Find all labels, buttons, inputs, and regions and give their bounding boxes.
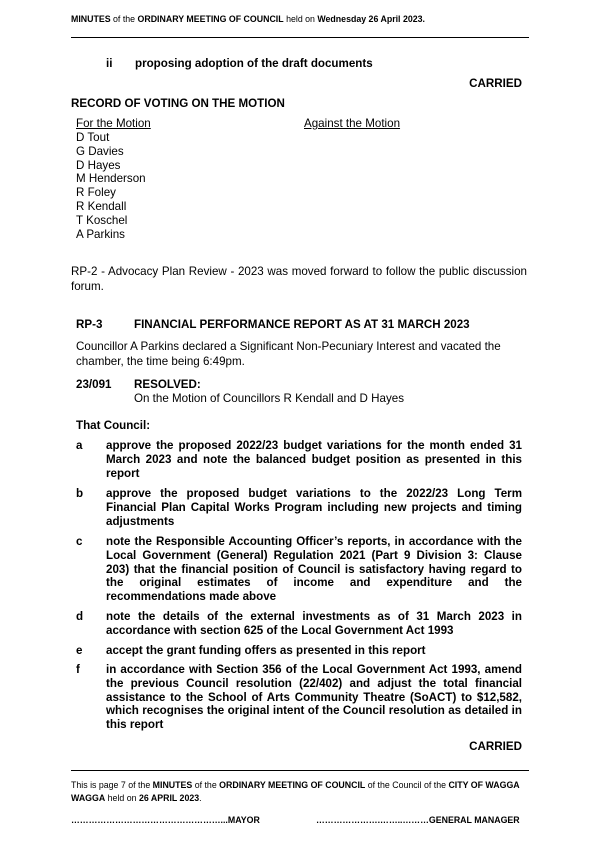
resolution-item: in accordance with Section 356 of the Local Government Act 1993, amend the previous Council resolution (22/402) and adjust the total financial assistance to the School of Arts Community Theatre (SoACT) to $12,582, which recognises the original intent of the Council resolution as detailed in this report: [106, 663, 522, 732]
prev-item-number: ii: [106, 57, 113, 70]
footer-meeting: ORDINARY MEETING OF COUNCIL: [219, 780, 366, 790]
resolution-item: approve the proposed budget variations to the 2022/23 Long Term Financial Plan Capital Works Program including new projects and timing adjustments: [106, 487, 522, 528]
procedural-note: RP-2 - Advocacy Plan Review - 2023 was moved forward to follow the public discussion forum.: [71, 265, 527, 293]
for-motion-label: For the Motion: [76, 117, 151, 130]
item-letter: d: [76, 610, 84, 623]
voter-name: A Parkins: [76, 228, 125, 241]
voter-name: R Foley: [76, 186, 116, 199]
resolution-item: note the Responsible Accounting Officer’s reports, in accordance with the Local Government (General) Regulation 2021 (Part 9 Division 3: Clause 203) that the financial position of Council is satisfactory having regard to the original estimates of income and expenditure and the recommendations made above: [106, 535, 522, 604]
item-letter: f: [76, 663, 80, 676]
header-rule: [71, 37, 529, 38]
page-header: [71, 14, 425, 24]
page-footer: [71, 779, 529, 805]
footer-text: This is page 7 of the: [71, 780, 153, 790]
item-letter: b: [76, 487, 84, 500]
resolution-mover: On the Motion of Councillors R Kendall and D Hayes: [134, 392, 405, 405]
prev-item-text: proposing adoption of the draft documents: [135, 57, 373, 70]
gm-signature-line: ………………….……..………GENERAL MANAGER: [316, 815, 520, 825]
footer-minutes: MINUTES: [152, 780, 193, 790]
that-council-label: That Council:: [76, 419, 151, 432]
header-meeting: ORDINARY MEETING OF COUNCIL: [137, 14, 284, 24]
voter-name: M Henderson: [76, 172, 146, 185]
resolution-item: approve the proposed 2022/23 budget variations for the month ended 31 March 2023 and note the balanced budget position as presented in this report: [106, 439, 522, 480]
voter-name: D Tout: [76, 131, 110, 144]
report-code: RP-3: [76, 318, 103, 331]
header-minutes: MINUTES: [71, 14, 111, 24]
footer-date: 26 APRIL 2023: [138, 793, 200, 803]
voter-name: R Kendall: [76, 200, 127, 213]
resolution-item: note the details of the external investments as of 31 March 2023 in accordance with section 625 of the Local Government Act 1993: [106, 610, 522, 637]
report-title: FINANCIAL PERFORMANCE REPORT AS AT 31 MARCH 2023: [134, 318, 470, 331]
voter-name: D Hayes: [76, 159, 121, 172]
prev-item-carried: CARRIED: [469, 77, 522, 90]
item-letter: c: [76, 535, 83, 548]
resolution-number: 23/091: [76, 378, 112, 391]
header-date: Wednesday 26 April 2023.: [317, 14, 425, 24]
voting-heading: RECORD OF VOTING ON THE MOTION: [71, 97, 285, 110]
footer-city: CITY OF WAGGA WAGGA: [71, 780, 520, 803]
interest-declaration: Councillor A Parkins declared a Significant Non-Pecuniary Interest and vacated the chamber, the time being 6:49pm.: [76, 340, 501, 368]
header-of-the: of the: [110, 14, 138, 24]
footer-text: held on: [105, 793, 139, 803]
footer-rule: [71, 770, 529, 771]
mayor-signature-line: ……………………………………………...MAYOR: [71, 815, 260, 825]
resolved-label: RESOLVED:: [134, 378, 201, 391]
voter-name: G Davies: [76, 145, 124, 158]
footer-text: of the Council of the: [365, 780, 449, 790]
footer-text: of the: [192, 780, 220, 790]
item-letter: a: [76, 439, 83, 452]
footer-text: .: [199, 793, 202, 803]
report-carried: CARRIED: [469, 740, 522, 753]
header-held-on: held on: [283, 14, 318, 24]
item-letter: e: [76, 644, 83, 657]
resolution-item: accept the grant funding offers as presented in this report: [106, 644, 426, 657]
against-motion-label: Against the Motion: [304, 117, 401, 130]
voter-name: T Koschel: [76, 214, 128, 227]
